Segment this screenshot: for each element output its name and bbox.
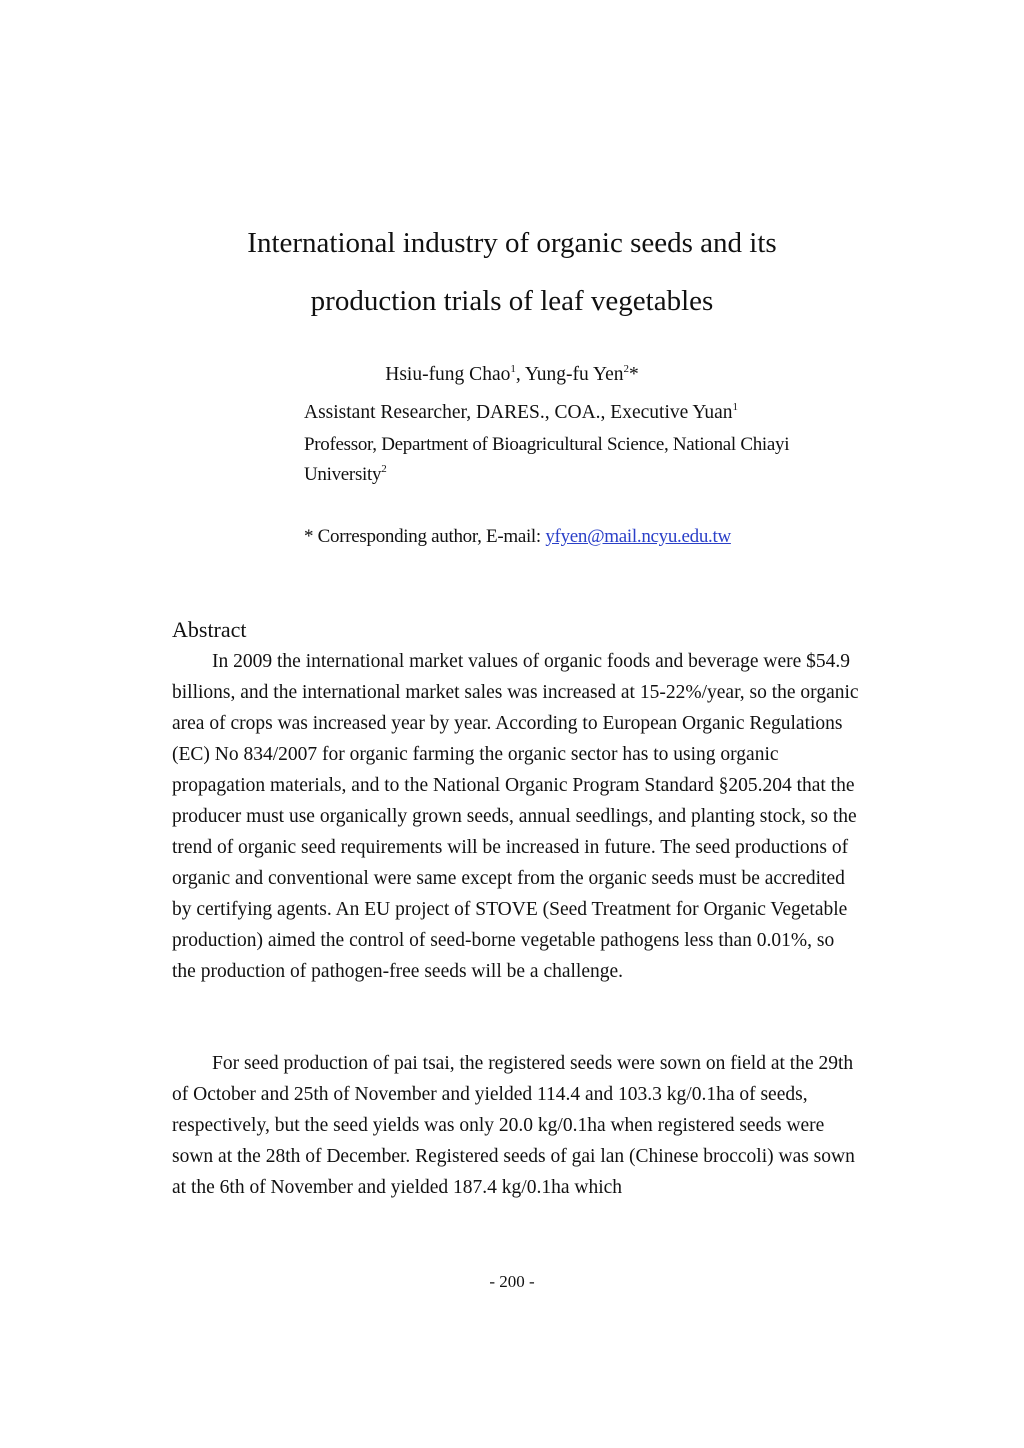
author-list	[0, 362, 1024, 388]
author-1-affil-mark: 1	[510, 363, 516, 375]
affiliation-2	[304, 430, 864, 460]
abstract-paragraph-1: In 2009 the international market values of organic foods and beverage were $54.9 billions, and the international market sales was increased at 15-22%/year, so the organic area of crops was increased year by year. According to European Organic Regulations (EC) No 834/2007 for organic farming the organic sector has to using organic propagation materials, and to the National Organic Program Standard §205.204 that the producer must use organically grown seeds, annual seedlings, and planting stock, so the trend of organic seed requirements will be increased in future. The seed productions of organic and conventional were same except from the organic seeds must be accredited by certifying agents. An EU project of STOVE (Seed Treatment for Organic Vegetable production) aimed the control of seed-borne vegetable pathogens less than 0.01%, so the production of pathogen-free seeds will be a challenge.	[172, 651, 859, 982]
page-number: - 200 -	[489, 1272, 535, 1291]
author-2-name: Yung-fu Yen	[524, 364, 624, 385]
corresponding-mark: *	[629, 364, 639, 385]
affiliation-2-mark: 2	[381, 463, 387, 475]
title-line-1: International industry of organic seeds and its	[247, 227, 777, 259]
abstract-paragraph-2: For seed production of pai tsai, the registered seeds were sown on field at the 29th of October and 25th of November and yielded 114.4 and 103.3 kg/0.1ha of seeds, respectively, but the seed yields was only 20.0 kg/0.1ha when registered seeds were sown at the 28th of December. Registered seeds of gai lan (Chinese broccoli) was sown at the 6th of November and yielded 187.4 kg/0.1ha which	[172, 1053, 855, 1198]
affiliation-2-text: Professor, Department of Bioagricultural Science, National Chiayi	[304, 434, 790, 455]
paper-title	[0, 214, 1024, 330]
affiliation-2-continued	[304, 460, 864, 490]
email-link[interactable]: yfyen@mail.ncyu.edu.tw	[545, 526, 731, 547]
title-line-2: production trials of leaf vegetables	[310, 285, 714, 317]
affiliation-1-text: Assistant Researcher, DARES., COA., Executive Yuan	[304, 402, 733, 423]
affiliation-1-mark: 1	[732, 401, 738, 413]
affiliation-2-text-continued: University	[304, 464, 382, 485]
author-separator: ,	[515, 364, 525, 385]
corresponding-author	[304, 522, 731, 552]
abstract-heading: Abstract	[172, 617, 247, 642]
author-1-name: Hsiu-fung Chao	[385, 364, 511, 385]
corresponding-prefix: * Corresponding author, E-mail:	[304, 526, 546, 547]
affiliation-1	[304, 398, 864, 428]
author-2-affil-mark: 2	[623, 363, 629, 375]
